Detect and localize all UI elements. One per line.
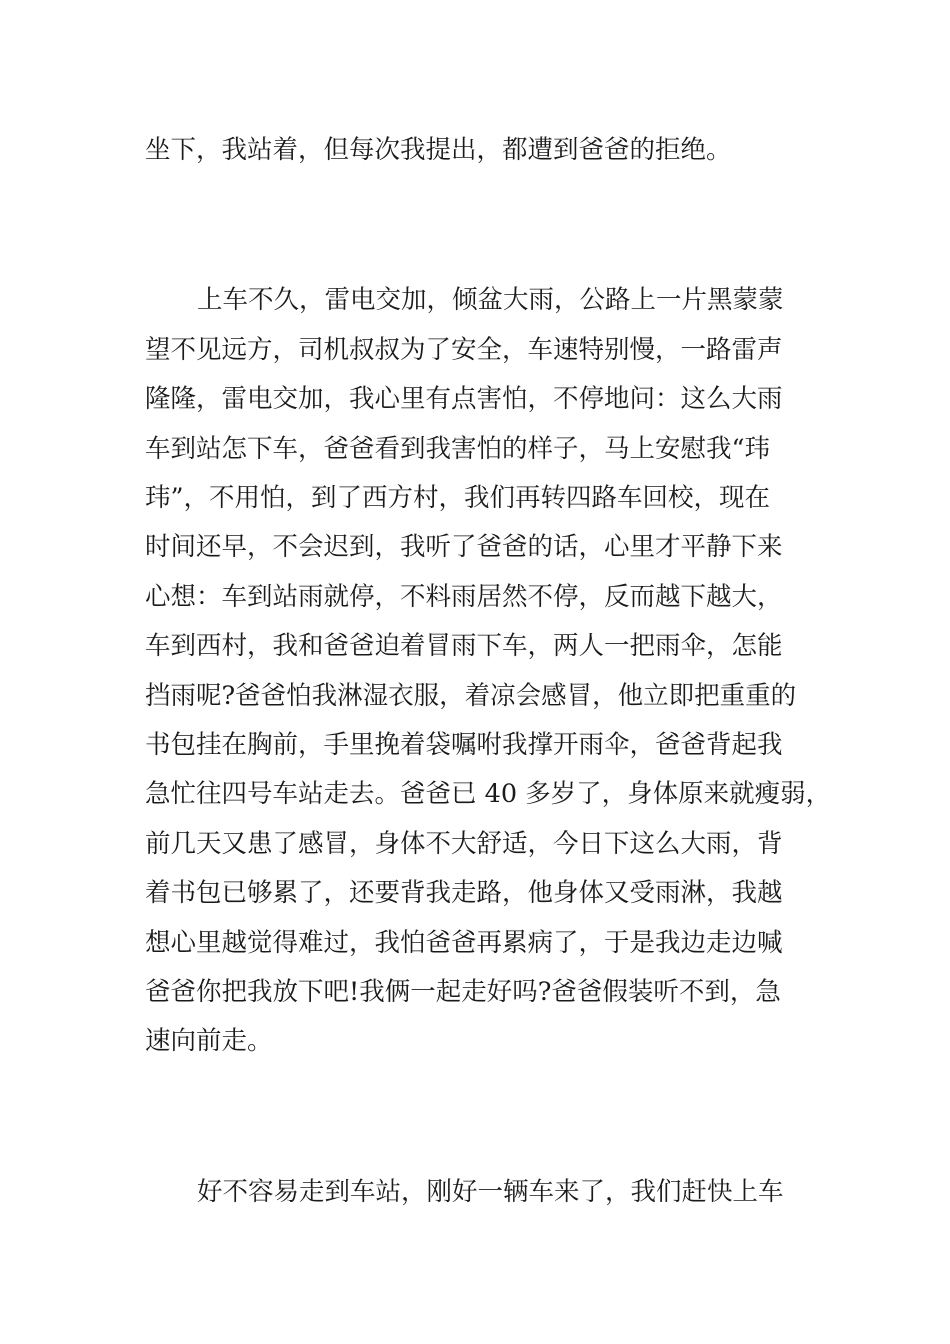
- paragraph-2-line-4: 车到站怎下车，爸爸看到我害怕的样子，马上安慰我“玮: [145, 434, 771, 464]
- paragraph-2-line-10: 书包挂在胸前，手里挽着袋嘱咐我撑开雨伞，爸爸背起我: [145, 730, 783, 760]
- paragraph-2-line-13: 着书包已够累了，还要背我走路，他身体又受雨淋，我越: [145, 878, 783, 908]
- paragraph-3-line-1: 好不容易走到车站，刚好一辆车来了，我们赶快上车: [197, 1177, 784, 1207]
- paragraph-2-line-9: 挡雨呢?爸爸怕我淋湿衣服，着凉会感冒，他立即把重重的: [145, 681, 797, 711]
- paragraph-1-line-1: 坐下，我站着，但每次我提出，都遭到爸爸的拒绝。: [145, 135, 732, 165]
- paragraph-2-line-14: 想心里越觉得难过，我怕爸爸再累病了，于是我边走边喊: [145, 928, 783, 958]
- paragraph-2-line-8: 车到西村，我和爸爸迫着冒雨下车，两人一把雨伞，怎能: [145, 631, 783, 661]
- paragraph-2-line-3: 隆隆，雷电交加，我心里有点害怕，不停地问：这么大雨: [145, 384, 783, 414]
- paragraph-2-line-2: 望不见远方，司机叔叔为了安全，车速特别慢，一路雷声: [145, 335, 783, 365]
- paragraph-2-line-11: 急忙往四号车站走去。爸爸已 40 多岁了，身体原来就瘦弱，: [145, 779, 832, 809]
- paragraph-2-line-7: 心想：车到站雨就停，不料雨居然不停，反而越下越大，: [145, 582, 783, 612]
- paragraph-2-line-15: 爸爸你把我放下吧!我俩一起走好吗?爸爸假装听不到，急: [145, 977, 781, 1007]
- paragraph-2-line-6: 时间还早，不会迟到，我听了爸爸的话，心里才平静下来: [145, 532, 783, 562]
- paragraph-2-line-1: 上车不久，雷电交加，倾盆大雨，公路上一片黑蒙蒙: [197, 285, 784, 315]
- paragraph-2-line-5: 玮”，不用怕，到了西方村，我们再转四路车回校，现在: [145, 483, 771, 513]
- paragraph-2-line-12: 前几天又患了感冒，身体不大舒适，今日下这么大雨，背: [145, 829, 783, 859]
- paragraph-2-line-16: 速向前走。: [145, 1026, 273, 1056]
